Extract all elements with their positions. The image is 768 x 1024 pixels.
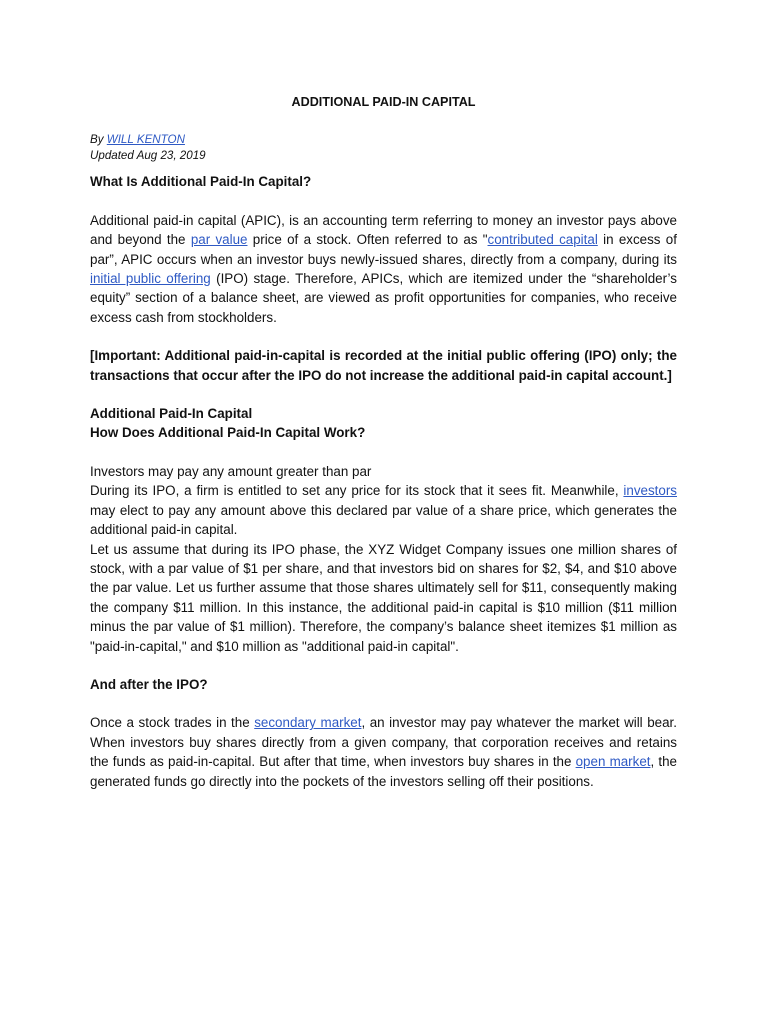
investors-link[interactable]: investors (623, 483, 677, 499)
p1-text-4: (IPO) stage. Therefore, APICs, which are itemized under the “shareholder’s equity” section of a balance sheet, are viewed as profit opportunities for companies, who receive excess cash from stockholders. (90, 271, 677, 325)
heading-what-is-apic: What Is Additional Paid-In Capital? (90, 174, 312, 190)
open-market-link[interactable]: open market (575, 754, 651, 770)
par-value-link[interactable]: par value (190, 232, 248, 248)
p1-text-2: price of a stock. Often referred to as " (247, 232, 488, 248)
paragraph-ipo-pricing (90, 481, 677, 539)
p4-text-1: Once a stock trades in the (90, 715, 255, 731)
p4-text-2: , an investor may pay whatever the market will bear. When investors buy shares directly from a given company, that corporation receives and retains the funds as paid-in-capital. But after that time, when investors buy shares in the (90, 715, 677, 770)
important-note: [Important: Additional paid-in-capital is recorded at the initial public offering (IPO) only; the transactions that occur after the IPO do not increase the additional paid-in capital account.] (90, 348, 677, 383)
secondary-market-link[interactable]: secondary market (254, 715, 362, 731)
subheading-apic: Additional Paid-In Capital (90, 406, 253, 422)
byline (90, 132, 677, 148)
document-page (90, 93, 677, 791)
p2-text-2: may elect to pay any amount above this declared par value of a share price, which generates the additional paid-in capital. (90, 502, 677, 538)
line-investors-pay: Investors may pay any amount greater than par (90, 463, 372, 479)
updated-date: Updated Aug 23, 2019 (90, 149, 206, 163)
p1-text-3: in excess of par”, APIC occurs when an investor buys newly-issued shares, directly from a company, during its (90, 232, 677, 267)
heading-how-apic-works: How Does Additional Paid-In Capital Work? (90, 425, 366, 441)
initial-public-offering-link[interactable]: initial public offering (90, 271, 211, 287)
document-title: ADDITIONAL PAID-IN CAPITAL (291, 95, 476, 109)
paragraph-secondary-market (90, 713, 677, 791)
by-prefix: By (90, 133, 107, 147)
heading-after-ipo: And after the IPO? (90, 676, 208, 692)
contributed-capital-link[interactable]: contributed capital (487, 232, 598, 248)
p4-text-3: , the generated funds go directly into the pockets of the investors selling off their positions. (90, 754, 678, 789)
paragraph-example: Let us assume that during its IPO phase, the XYZ Widget Company issues one million shares of stock, with a par value of $1 per share, and that investors bid on shares for $2, $4, and $10 above the par value. Let us further assume that those shares ultimately sell for $11, consequently making the company $11 million. In this instance, the additional paid-in capital is $10 million ($11 million minus the par value of $1 million). Therefore, the company’s balance sheet itemizes $1 million as "paid-in-capital," and $10 million as "additional paid-in capital". (90, 541, 677, 654)
author-link[interactable]: WILL KENTON (106, 133, 185, 147)
paragraph-definition (90, 211, 677, 327)
p2-text-1: During its IPO, a firm is entitled to set any price for its stock that it sees fit. Meanwhile, (90, 483, 624, 499)
p1-text-1: Additional paid-in capital (APIC), is an accounting term referring to money an investor pays above and beyond the (90, 212, 677, 248)
